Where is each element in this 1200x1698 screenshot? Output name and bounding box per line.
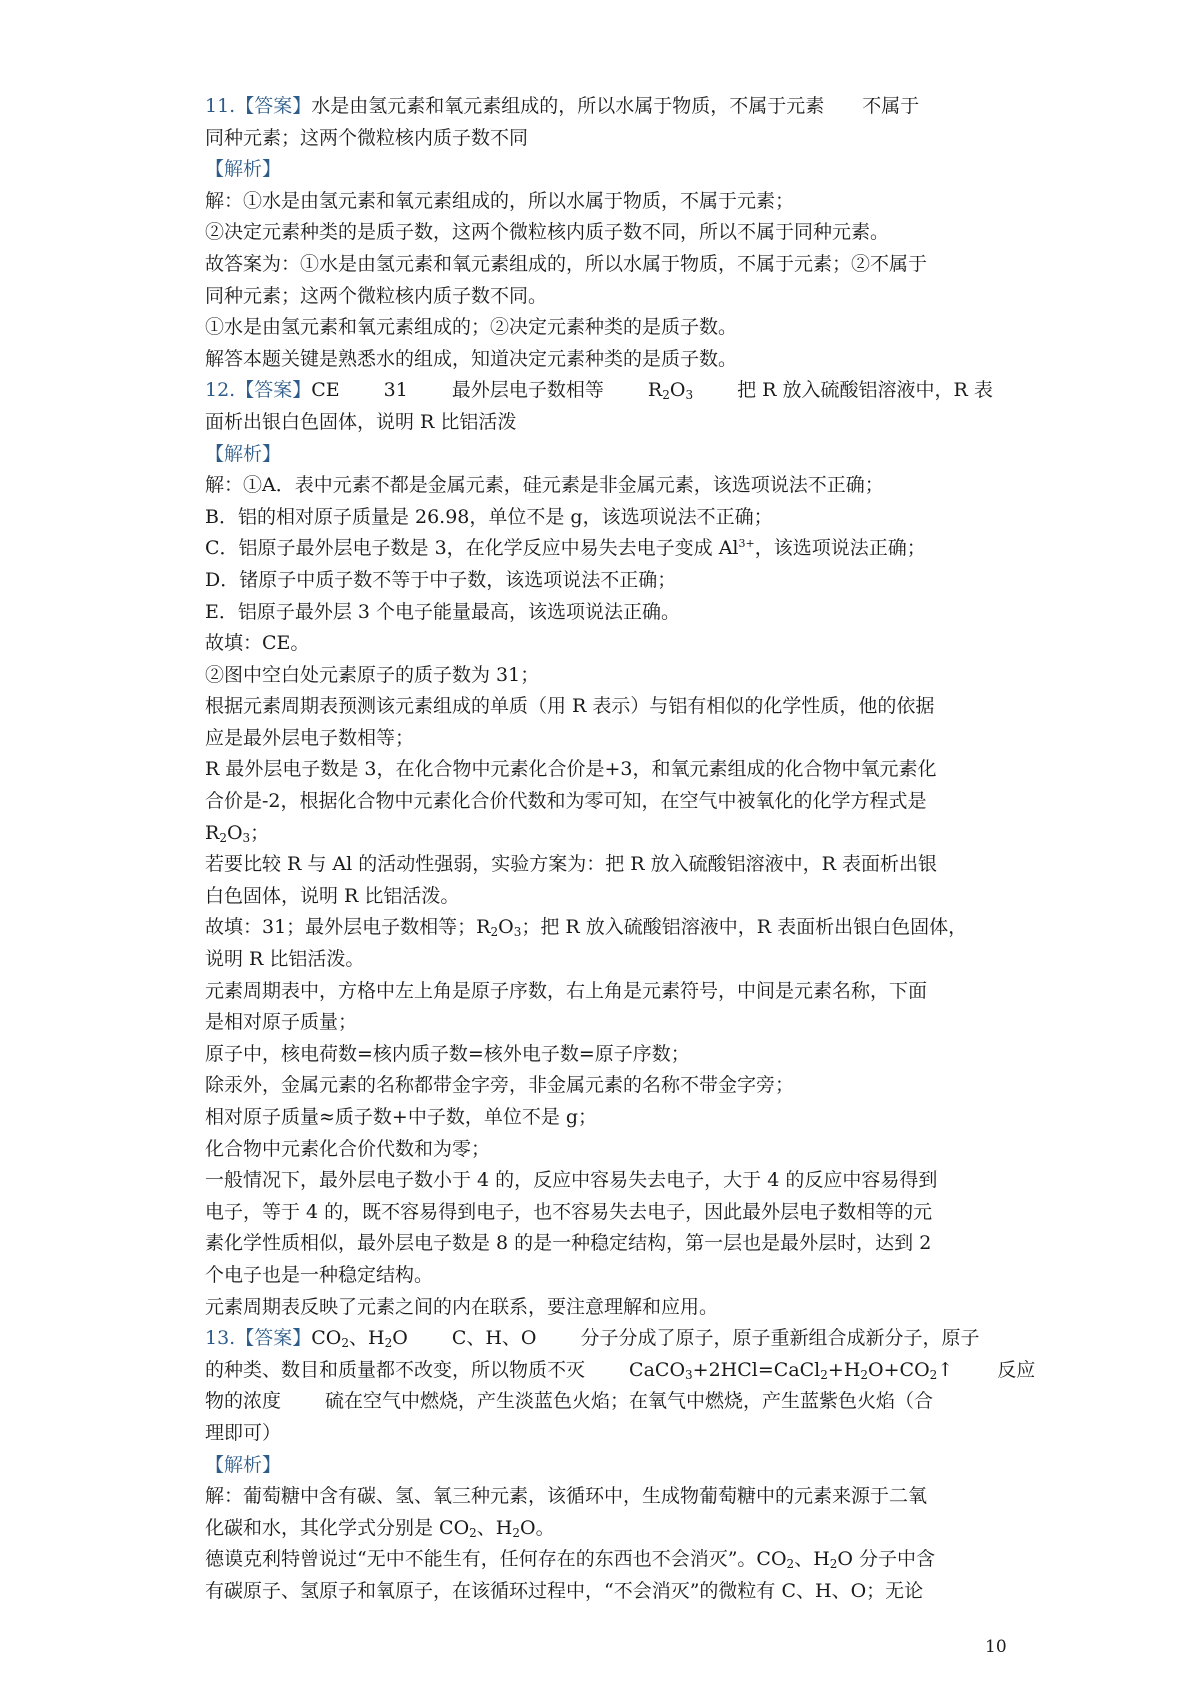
- text-line: [205, 818, 1005, 850]
- text-line: [205, 1450, 1005, 1482]
- subscript: 2: [512, 1525, 521, 1540]
- text-line: [205, 1228, 1005, 1260]
- text-run: O: [498, 916, 514, 939]
- text-run: 化碳和水，其化学式分别是 CO: [205, 1516, 470, 1539]
- text-run: 故填：31；最外层电子数相等；R: [205, 916, 491, 939]
- text-run: 把 R 放入硫酸铝溶液中，R 表: [693, 379, 993, 402]
- text-run: 故填：CE。: [205, 632, 310, 655]
- text-run: E．铝原子最外层 3 个电子能量最高，该选项说法正确。: [205, 600, 681, 623]
- text-line: [205, 344, 1005, 376]
- text-run: 说明 R 比铝活泼。: [205, 948, 365, 971]
- text-line: [205, 123, 1005, 155]
- text-run: 、H: [794, 1548, 830, 1571]
- text-line: [205, 439, 1005, 471]
- subscript: 2: [341, 1336, 349, 1351]
- text-run: 同种元素；这两个微粒核内质子数不同。: [205, 284, 548, 307]
- text-line: [205, 281, 1005, 313]
- section-label: 13.【答案】: [205, 1327, 312, 1350]
- text-run: 解：①A．表中元素不都是金属元素，硅元素是非金属元素，该选项说法不正确；: [205, 474, 884, 497]
- text-run: CO: [311, 1327, 342, 1350]
- text-line: [205, 1576, 1005, 1608]
- subscript: 2: [829, 1557, 838, 1572]
- subscript: 2: [469, 1525, 477, 1540]
- text-run: R 最外层电子数是 3，在化合物中元素化合价是+3，和氧元素组成的化合物中氧元素化: [205, 758, 937, 781]
- text-line: [205, 375, 1005, 407]
- text-line: [205, 786, 1005, 818]
- section-label: 12.【答案】: [205, 379, 312, 402]
- text-run: 物的浓度 硫在空气中燃烧，产生淡蓝色火焰；在氧气中燃烧，产生蓝紫色火焰（合: [205, 1390, 934, 1413]
- subscript: 2: [860, 1367, 869, 1382]
- text-line: [205, 470, 1005, 502]
- text-line: [205, 91, 1005, 123]
- section-label: 11.【答案】: [205, 95, 312, 117]
- text-run: 原子中，核电荷数=核内质子数=核外电子数=原子序数；: [205, 1042, 690, 1065]
- text-run: ；把 R 放入硫酸铝溶液中，R 表面析出银白色固体，: [521, 916, 968, 939]
- text-line: [205, 1386, 1005, 1418]
- text-line: [205, 565, 1005, 597]
- text-line: [205, 691, 1005, 723]
- text-line: [205, 723, 1005, 755]
- text-run: 素化学性质相似，最外层电子数是 8 的是一种稳定结构，第一层也是最外层时，达到 2: [205, 1232, 932, 1255]
- subscript: 2: [662, 388, 670, 403]
- text-run: 、H: [476, 1516, 513, 1539]
- text-run: 、H: [348, 1327, 385, 1350]
- text-run: 除汞外，金属元素的名称都带金字旁，非金属元素的名称不带金字旁；: [205, 1074, 795, 1097]
- text-run: ②图中空白处元素原子的质子数为 31；: [205, 663, 540, 686]
- text-run: O。: [520, 1516, 555, 1539]
- subscript: 3: [685, 1367, 693, 1382]
- text-run: B．铝的相对原子质量是 26.98，单位不是 g，该选项说法不正确；: [205, 505, 773, 528]
- text-run: ，该选项说法正确；: [754, 537, 926, 560]
- text-line: [205, 1323, 1005, 1355]
- text-line: [205, 1070, 1005, 1102]
- text-run: ①水是由氢元素和氧元素组成的；②决定元素种类的是质子数。: [205, 316, 738, 339]
- text-run: C．铝原子最外层电子数是 3，在化学反应中易失去电子变成 Al: [205, 537, 739, 560]
- superscript: 3+: [738, 537, 755, 551]
- text-run: 应是最外层电子数相等；: [205, 726, 415, 749]
- text-line: [205, 1165, 1005, 1197]
- text-line: [205, 1513, 1005, 1545]
- text-line: [205, 1197, 1005, 1229]
- text-line: [205, 849, 1005, 881]
- text-run: R: [205, 821, 220, 844]
- text-run: 解：①水是由氢元素和氧元素组成的，所以水属于物质，不属于元素；: [205, 189, 795, 212]
- text-run: 是相对原子质量；: [205, 1011, 358, 1034]
- text-run: 元素周期表中，方格中左上角是原子序数，右上角是元素符号，中间是元素名称，下面: [205, 979, 928, 1002]
- text-run: 化合物中元素化合价代数和为零；: [205, 1137, 491, 1160]
- subscript: 3: [685, 388, 694, 403]
- text-line: [205, 312, 1005, 344]
- text-line: [205, 407, 1005, 439]
- text-run: 电子，等于 4 的，既不容易得到电子，也不容易失去电子，因此最外层电子数相等的元: [205, 1200, 933, 1223]
- text-line: [205, 217, 1005, 249]
- text-line: [205, 502, 1005, 534]
- text-run: O C、H、O 分子分成了原子，原子重新组合成新分子，原子: [392, 1327, 980, 1350]
- text-run: CE 31 最外层电子数相等 R: [311, 379, 663, 402]
- text-line: [205, 944, 1005, 976]
- text-line: [205, 754, 1005, 786]
- text-run: 德谟克利特曾说过“无中不能生有，任何存在的东西也不会消灭”。CO: [205, 1548, 787, 1571]
- text-run: 相对原子质量≈质子数+中子数，单位不是 g；: [205, 1106, 598, 1128]
- text-run: 根据元素周期表预测该元素组成的单质（用 R 表示）与铝有相似的化学性质，他的依据: [205, 695, 935, 718]
- text-line: [205, 1260, 1005, 1292]
- text-line: [205, 660, 1005, 692]
- text-line: [205, 1007, 1005, 1039]
- text-run: O: [669, 379, 686, 402]
- text-run: ↑ 反应: [937, 1358, 1036, 1381]
- text-run: D．锗原子中质子数不等于中子数，该选项说法不正确；: [205, 568, 677, 591]
- text-run: 合价是-2，根据化合物中元素化合价代数和为零可知，在空气中被氧化的化学方程式是: [205, 790, 927, 813]
- subscript: 2: [384, 1336, 393, 1351]
- text-line: [205, 154, 1005, 186]
- subscript: 2: [820, 1367, 828, 1382]
- text-run: O 分子中含: [837, 1548, 936, 1571]
- section-label: 【解析】: [205, 1453, 282, 1476]
- text-run: 的种类、数目和质量都不改变，所以物质不灭 CaCO: [205, 1358, 686, 1381]
- text-line: [205, 249, 1005, 281]
- text-line: [205, 1481, 1005, 1513]
- subscript: 3: [242, 830, 251, 845]
- text-run: 解答本题关键是熟悉水的组成，知道决定元素种类的是质子数。: [205, 347, 738, 370]
- section-label: 【解析】: [205, 442, 282, 465]
- text-line: [205, 912, 1005, 944]
- text-line: [205, 186, 1005, 218]
- text-run: 白色固体，说明 R 比铝活泼。: [205, 884, 460, 907]
- text-line: [205, 881, 1005, 913]
- text-line: [205, 628, 1005, 660]
- page-number: 10: [985, 1637, 1007, 1657]
- text-line: [205, 1292, 1005, 1324]
- text-run: O: [226, 821, 243, 844]
- subscript: 2: [786, 1557, 795, 1572]
- text-run: O+CO: [868, 1358, 930, 1381]
- text-run: 有碳原子、氢原子和氧原子，在该循环过程中，“不会消灭”的微粒有 C、H、O；无论: [205, 1579, 924, 1602]
- text-run: 面析出银白色固体，说明 R 比铝活泼: [205, 410, 517, 433]
- text-run: 元素周期表反映了元素之间的内在联系，要注意理解和应用。: [205, 1295, 719, 1318]
- subscript: 2: [219, 830, 227, 845]
- text-line: [205, 1102, 1005, 1134]
- text-line: [205, 1039, 1005, 1071]
- section-label: 【解析】: [205, 158, 282, 181]
- text-run: +H: [827, 1358, 861, 1381]
- text-run: 理即可）: [205, 1421, 282, 1444]
- subscript: 2: [490, 925, 499, 940]
- text-line: [205, 1355, 1036, 1387]
- text-run: 故答案为：①水是由氢元素和氧元素组成的，所以水属于物质，不属于元素；②不属于: [205, 252, 928, 275]
- subscript: 3: [513, 925, 522, 940]
- text-line: [205, 597, 1005, 629]
- text-run: +2HCl=CaCl: [692, 1358, 821, 1381]
- text-run: 个电子也是一种稳定结构。: [205, 1263, 434, 1286]
- text-run: 一般情况下，最外层电子数小于 4 的，反应中容易失去电子，大于 4 的反应中容易得到: [205, 1169, 938, 1192]
- text-run: 若要比较 R 与 Al 的活动性强弱，实验方案为：把 R 放入硫酸铝溶液中，R 表面析出银: [205, 853, 937, 876]
- text-run: 水是由氢元素和氧元素组成的，所以水属于物质，不属于元素 不属于: [311, 95, 920, 117]
- text-line: [205, 533, 1005, 565]
- text-run: ；: [250, 821, 270, 844]
- text-line: [205, 976, 1005, 1008]
- document-body: [205, 91, 1036, 1608]
- text-run: ②决定元素种类的是质子数，这两个微粒核内质子数不同，所以不属于同种元素。: [205, 221, 890, 244]
- text-line: [205, 1134, 1005, 1166]
- text-run: 解：葡萄糖中含有碳、氢、氧三种元素，该循环中，生成物葡萄糖中的元素来源于二氧: [205, 1485, 928, 1508]
- text-run: 同种元素；这两个微粒核内质子数不同: [205, 126, 529, 149]
- text-line: [205, 1544, 1005, 1576]
- text-line: [205, 1418, 1005, 1450]
- subscript: 2: [929, 1367, 938, 1382]
